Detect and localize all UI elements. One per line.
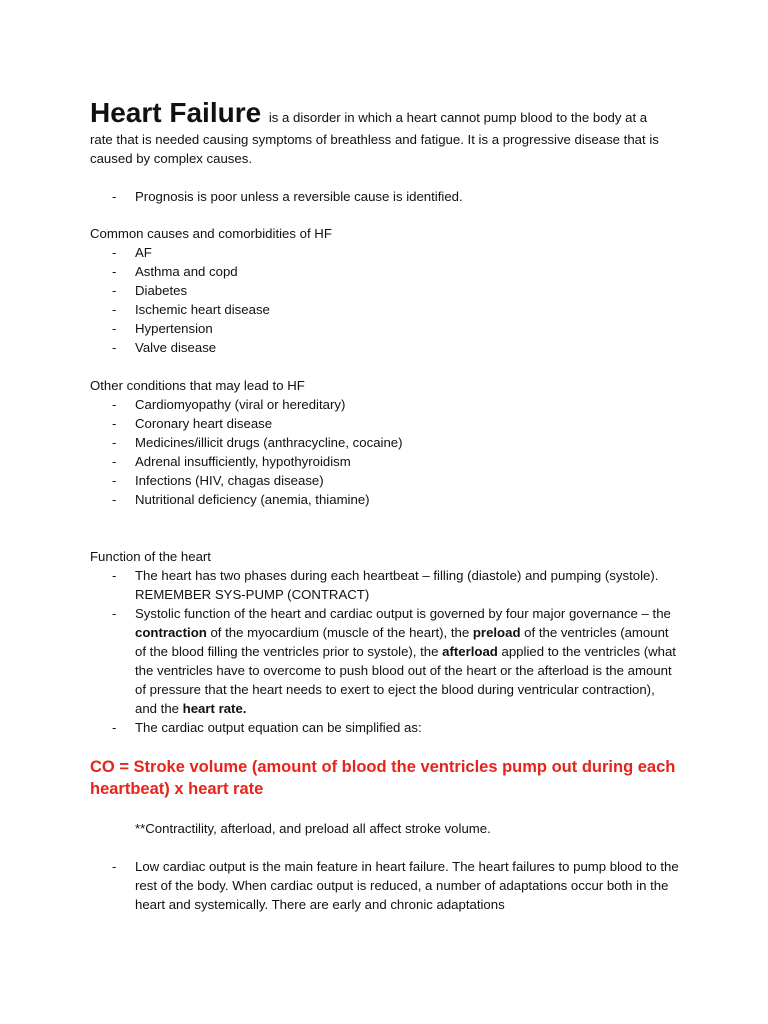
bullet-dash: -: [112, 454, 117, 469]
document-title: Heart Failure: [90, 97, 262, 128]
document-page: [90, 96, 680, 914]
list-item-text: Valve disease: [135, 340, 217, 355]
list-item: [90, 281, 680, 300]
list-item-text: Ischemic heart disease: [135, 302, 270, 317]
bullet-dash: -: [112, 189, 117, 204]
list-item: [90, 338, 680, 357]
bullet-dash: -: [112, 283, 117, 298]
list-item-text: Diabetes: [135, 283, 188, 298]
list-item-text: Medicines/illicit drugs (anthracycline, cocaine): [135, 435, 403, 450]
stroke-volume-note: **Contractility, afterload, and preload all affect stroke volume.: [135, 821, 491, 836]
bullet-dash: -: [112, 397, 117, 412]
bullet-dash: -: [112, 568, 117, 583]
function-item-equation: The cardiac output equation can be simplified as:: [135, 720, 422, 735]
prognosis-list: [90, 187, 680, 206]
intro-text-first: is a disorder in which a heart cannot pump blood to the body at a: [268, 110, 648, 125]
list-item: [90, 414, 680, 433]
list-item: [90, 857, 680, 914]
list-item: [90, 471, 680, 490]
term-afterload: afterload: [442, 644, 498, 659]
other-conditions-list: [90, 395, 680, 509]
text-run: applied to the ventricles (what the ventricles have to overcome to push blood out of the heart or the afterload is the amount of pressure that the heart needs to exert to eject the blood during ventricular contraction), and the: [135, 644, 676, 716]
function-heading: Function of the heart: [90, 549, 211, 564]
bullet-dash: -: [112, 473, 117, 488]
list-item: [90, 300, 680, 319]
bullet-dash: -: [112, 264, 117, 279]
list-item: [90, 262, 680, 281]
list-item: [90, 243, 680, 262]
list-item: [90, 187, 680, 206]
bullet-dash: -: [112, 416, 117, 431]
common-causes-list: [90, 243, 680, 357]
list-item-text: Hypertension: [135, 321, 213, 336]
list-item-text: Cardiomyopathy (viral or hereditary): [135, 397, 346, 412]
list-item: [90, 452, 680, 471]
list-item-text: AF: [135, 245, 152, 260]
text-run: Systolic function of the heart and cardiac output is governed by four major governance – the: [135, 606, 671, 621]
bullet-dash: -: [112, 435, 117, 450]
list-item: [90, 395, 680, 414]
list-item-text: Coronary heart disease: [135, 416, 273, 431]
cardiac-output-formula: CO = Stroke volume (amount of blood the ventricles pump out during each heartbeat) x heart rate: [90, 758, 676, 798]
bullet-dash: -: [112, 302, 117, 317]
intro-paragraph: [90, 96, 680, 130]
intro-text-continued: rate that is needed causing symptoms of breathless and fatigue. It is a progressive disease that is caused by complex causes.: [90, 132, 659, 166]
list-item-text: Adrenal insufficiently, hypothyroidism: [135, 454, 351, 469]
list-item: [90, 433, 680, 452]
low-output-text: Low cardiac output is the main feature in heart failure. The heart failures to pump blood to the rest of the body. When cardiac output is reduced, a number of adaptations occur both in the heart and systemically. There are early and chronic adaptations: [135, 859, 679, 912]
function-item-phases: The heart has two phases during each heartbeat – filling (diastole) and pumping (systole). REMEMBER SYS-PUMP (CONTRACT): [135, 568, 659, 602]
list-item: [90, 566, 680, 604]
bullet-dash: -: [112, 859, 117, 874]
common-causes-heading: Common causes and comorbidities of HF: [90, 226, 332, 241]
function-item-systolic: [135, 606, 676, 716]
list-item-text: Asthma and copd: [135, 264, 238, 279]
list-item-text: Infections (HIV, chagas disease): [135, 473, 324, 488]
term-heart-rate: heart rate.: [182, 701, 247, 716]
bullet-dash: -: [112, 492, 117, 507]
bullet-dash: -: [112, 720, 117, 735]
function-list: [90, 566, 680, 737]
bullet-dash: -: [112, 606, 117, 621]
bullet-dash: -: [112, 321, 117, 336]
text-run: of the ventricles (amount of the blood filling the ventricles prior to systole), the: [135, 625, 669, 659]
other-conditions-heading: Other conditions that may lead to HF: [90, 378, 305, 393]
list-item: [90, 490, 680, 509]
term-preload: preload: [472, 625, 521, 640]
bullet-dash: -: [112, 245, 117, 260]
list-item: [90, 604, 680, 718]
term-contraction: contraction: [135, 625, 207, 640]
prognosis-text: Prognosis is poor unless a reversible cause is identified.: [135, 189, 463, 204]
bullet-dash: -: [112, 340, 117, 355]
text-run: of the myocardium (muscle of the heart), the: [206, 625, 473, 640]
low-output-list: [90, 857, 680, 914]
list-item-text: Nutritional deficiency (anemia, thiamine): [135, 492, 370, 507]
list-item: [90, 319, 680, 338]
list-item: [90, 718, 680, 737]
